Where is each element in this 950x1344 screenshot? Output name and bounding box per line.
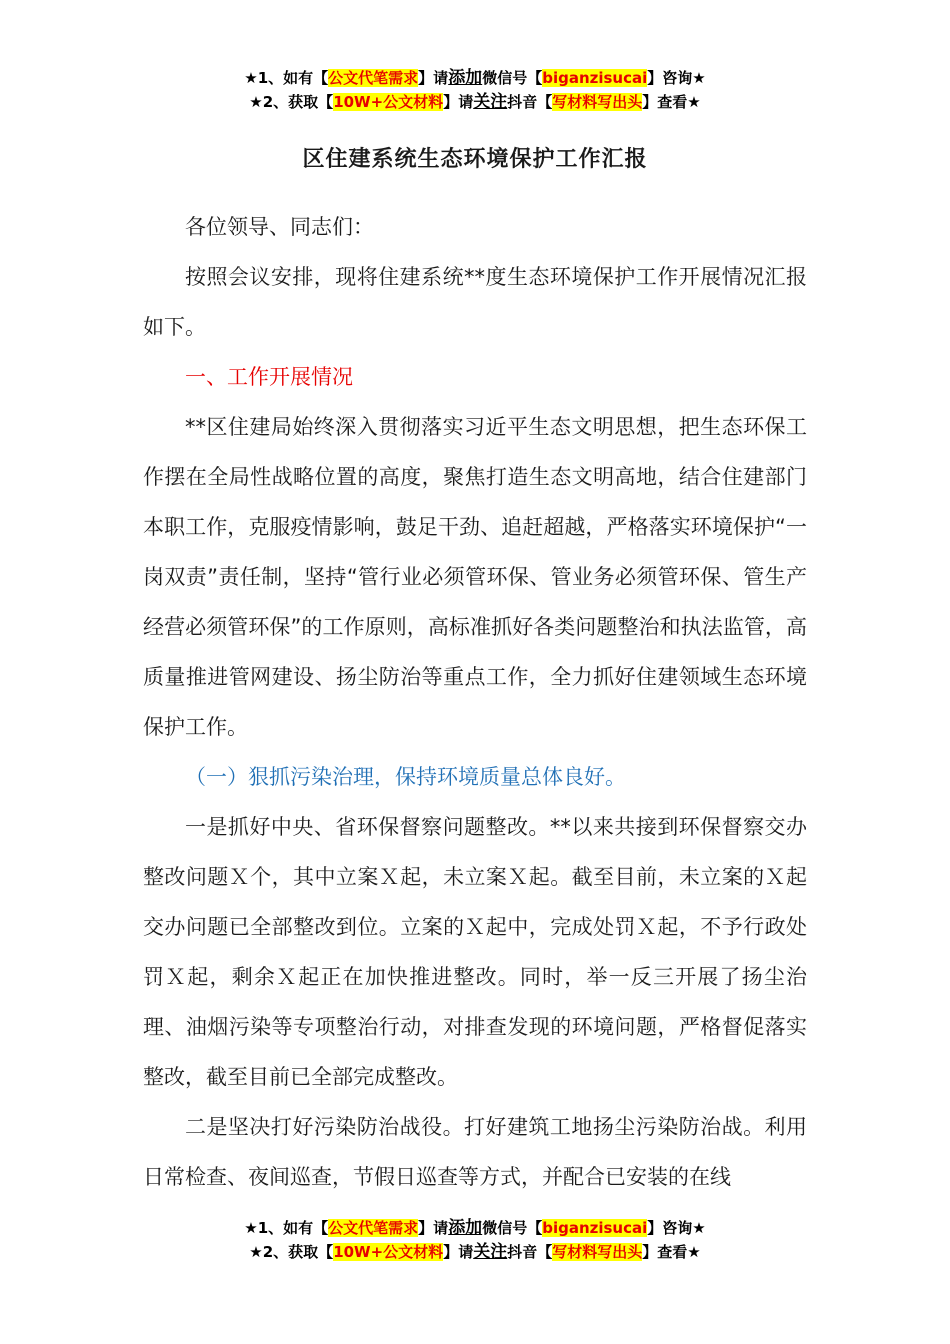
salutation: 各位领导、同志们： bbox=[185, 215, 374, 239]
promo-line-2 bbox=[0, 1240, 950, 1264]
promo-text: 】请 bbox=[418, 69, 449, 87]
promo-text: 】咨询★ bbox=[647, 1219, 706, 1237]
promo-highlight: biganzisucai bbox=[542, 69, 648, 87]
promo-highlight: 10W+公文材料 bbox=[333, 93, 444, 111]
promo-text: 抖音【 bbox=[507, 1243, 553, 1261]
promo-line-1 bbox=[0, 66, 950, 90]
section-heading: 一、工作开展情况 bbox=[185, 365, 353, 389]
intro-paragraph: 按照会议安排，现将住建系统**度生态环境保护工作开展情况汇报如下。 bbox=[143, 265, 807, 339]
body-paragraph: 二是坚决打好污染防治战役。打好建筑工地扬尘污染防治战。利用日常检查、夜间巡查，节假日巡查等方式，并配合已安装的在线 bbox=[143, 1115, 807, 1189]
promo-text: 】咨询★ bbox=[647, 69, 706, 87]
document-title: 区住建系统生态环境保护工作汇报 bbox=[302, 147, 648, 172]
promo-text: 】查看★ bbox=[642, 1243, 701, 1261]
promo-highlight: biganzisucai bbox=[542, 1219, 648, 1237]
promo-highlight: 10W+公文材料 bbox=[333, 1243, 444, 1261]
body-paragraph: **区住建局始终深入贯彻落实习近平生态文明思想，把生态环保工作摆在全局性战略位置的高度，聚焦打造生态文明高地，结合住建部门本职工作，克服疫情影响，鼓足干劲、追赶超越，严格落实环境保护“一岗双责”责任制，坚持“管行业必须管环保、管业务必须管环保、管生产经营必须管环保”的工作原则，高标准抓好各类问题整治和执法监管，高质量推进管网建设、扬尘防治等重点工作，全力抓好住建领域生态环境保护工作。 bbox=[143, 415, 807, 739]
promo-text: ★1、如有【 bbox=[244, 69, 329, 87]
promo-text: 】查看★ bbox=[642, 93, 701, 111]
promo-text: 】请 bbox=[443, 93, 474, 111]
promo-underline: 关注 bbox=[473, 92, 508, 112]
promo-text: 微信号【 bbox=[482, 69, 543, 87]
promo-highlight: 公文代笔需求 bbox=[328, 1219, 419, 1237]
subsection-heading: （一）狠抓污染治理，保持环境质量总体良好。 bbox=[185, 765, 626, 789]
promo-text: 抖音【 bbox=[507, 93, 553, 111]
promo-text: 】请 bbox=[443, 1243, 474, 1261]
promo-banner-top bbox=[0, 66, 950, 114]
promo-underline: 添加 bbox=[448, 68, 483, 88]
promo-line-2 bbox=[0, 90, 950, 114]
promo-banner-bottom bbox=[0, 1216, 950, 1264]
promo-highlight: 写材料写出头 bbox=[552, 93, 643, 111]
promo-text: ★1、如有【 bbox=[244, 1219, 329, 1237]
promo-text: ★2、获取【 bbox=[249, 1243, 334, 1261]
document-body bbox=[143, 202, 807, 1202]
promo-underline: 关注 bbox=[473, 1242, 508, 1262]
promo-text: 】请 bbox=[418, 1219, 449, 1237]
body-paragraph: 一是抓好中央、省环保督察问题整改。**以来共接到环保督察交办整改问题Ｘ个，其中立案Ｘ起，未立案Ｘ起。截至目前，未立案的Ｘ起交办问题已全部整改到位。立案的Ｘ起中，完成处罚Ｘ起，不予行政处罚Ｘ起，剩余Ｘ起正在加快推进整改。同时，举一反三开展了扬尘治理、油烟污染等专项整治行动，对排查发现的环境问题，严格督促落实整改，截至目前已全部完成整改。 bbox=[143, 815, 807, 1089]
promo-highlight: 写材料写出头 bbox=[552, 1243, 643, 1261]
promo-underline: 添加 bbox=[448, 1218, 483, 1238]
promo-text: 微信号【 bbox=[482, 1219, 543, 1237]
promo-highlight: 公文代笔需求 bbox=[328, 69, 419, 87]
promo-line-1 bbox=[0, 1216, 950, 1240]
promo-text: ★2、获取【 bbox=[249, 93, 334, 111]
